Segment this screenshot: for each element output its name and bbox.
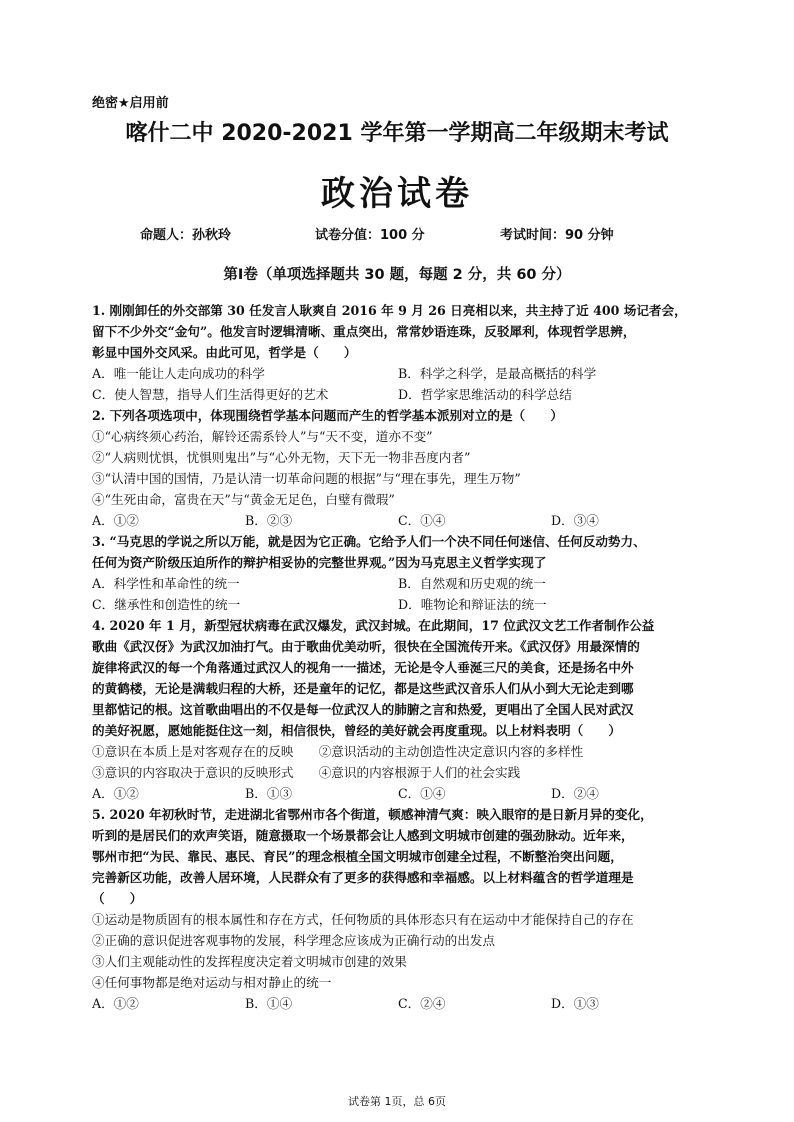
statement-line: ③人们主观能动性的发挥程度决定着文明城市创建的效果 (92, 954, 407, 969)
confidential-label: 绝密★启用前 (92, 96, 169, 111)
option-row (92, 993, 704, 1014)
answer-option-d[interactable]: D．①③ (551, 996, 599, 1011)
question-stem-line: 2. 下列各项选项中，体现围绕哲学基本问题而产生的哲学基本派别对立的是（ ） (92, 408, 563, 423)
question-stem-line: 的美好祝愿，愿她能挺住这一刻，相信很快，曾经的美好就会再度重现。以上材料表明（ ） (92, 723, 621, 738)
question-list (92, 300, 704, 1014)
answer-option-a[interactable]: A．①② (92, 786, 139, 801)
statement-line: ①运动是物质固有的根本属性和存在方式，任何物质的具体形态只有在运动中才能保持自己的存在 (92, 912, 634, 927)
option-row (92, 594, 704, 615)
question-stem-line: 4. 2020 年 1 月，新型冠状病毒在武汉爆发，武汉封城。在此期间，17 位武汉文艺工作者制作公益 (92, 618, 655, 633)
question-stem-line: 彰显中国外交风采。由此可见，哲学是（ ） (92, 345, 357, 360)
answer-option-b[interactable]: B．①④ (245, 996, 293, 1011)
option-row (92, 363, 704, 384)
answer-option-b[interactable]: B．②③ (245, 513, 293, 528)
question-3 (92, 531, 704, 615)
answer-option-d[interactable]: D．哲学家思维活动的科学总结 (398, 387, 572, 402)
time-label: 考试时间：90 分钟 (500, 228, 614, 243)
school-title: 喀什二中 2020-2021 学年第一学期高二年级期末考试 (125, 121, 669, 146)
question-stem-line: 歌曲《武汉伢》为武汉加油打气。由于歌曲优美动听，很快在全国流传开来。《武汉伢》用最深情的 (92, 639, 640, 654)
answer-option-d[interactable]: D．②④ (551, 786, 599, 801)
option-row (92, 510, 704, 531)
answer-option-a[interactable]: A．①② (92, 513, 139, 528)
question-1 (92, 300, 704, 405)
statement-line: ①“心病终须心药治，解铃还需系铃人”与“天不变，道亦不变” (92, 429, 433, 444)
answer-option-c[interactable]: C．①④ (398, 513, 446, 528)
answer-option-a[interactable]: A．①② (92, 996, 139, 1011)
question-stem-line: 听到的是居民们的欢声笑语，随意摄取一个场景都会让人感到文明城市创建的强劲脉动。近年来， (92, 828, 634, 843)
answer-option-a[interactable]: A．科学性和革命性的统一 (92, 576, 240, 591)
answer-option-c[interactable]: C．使人智慧，指导人们生活得更好的艺术 (92, 387, 329, 402)
answer-option-b[interactable]: B．科学之科学，是最高概括的科学 (398, 366, 597, 381)
author-label: 命题人：孙秋玲 (140, 228, 232, 243)
option-row (92, 573, 704, 594)
statement-line: ④“生死由命，富贵在天”与“黄金无足色，白璧有微瑕” (92, 492, 395, 507)
answer-option-b[interactable]: B．自然观和历史观的统一 (398, 576, 546, 591)
question-stem-line: （ ） (92, 891, 143, 906)
question-stem-line: 5. 2020 年初秋时节，走进湖北省鄂州市各个街道，顿感神清气爽：映入眼帘的是日新月异的变化， (92, 807, 653, 822)
option-row (92, 783, 704, 804)
question-4 (92, 615, 704, 804)
answer-option-c[interactable]: C．继承性和创造性的统一 (92, 597, 241, 612)
answer-option-c[interactable]: C．①④ (398, 786, 446, 801)
page-footer: 试卷第 1页，总 6页 (348, 1095, 446, 1108)
question-stem-line: 3. “马克思的学说之所以万能，就是因为它正确。它给予人们一个决不同任何迷信、任何反动势力、 (92, 534, 646, 549)
question-5 (92, 804, 704, 1014)
question-stem-line: 里都惦记的根。这首歌曲唱出的不仅是每一位武汉人的肺腑之言和热爱，更唱出了全国人民对武汉 (92, 702, 634, 717)
section-heading: 第Ⅰ卷（单项选择题共 30 题，每题 2 分，共 60 分） (223, 267, 571, 283)
statement-line: ①意识在本质上是对客观存在的反映 ②意识活动的主动创造性决定意识内容的多样性 (92, 744, 584, 759)
answer-option-c[interactable]: C．②④ (398, 996, 446, 1011)
subject-title: 政治试卷 (321, 174, 473, 214)
question-stem-line: 的黄鹤楼，无论是满载归程的大桥，还是童年的记忆，都是这些武汉音乐人们从小到大无论走到哪 (92, 681, 634, 696)
question-stem-line: 留下不少外交“金句”。他发言时逻辑清晰、重点突出，常常妙语连珠，反驳犀利，体现哲学思辨， (92, 324, 636, 339)
statement-line: ②“人病则忧惧，忧惧则鬼出”与“心外无物，天下无一物非吾度内者” (92, 450, 471, 465)
question-2 (92, 405, 704, 531)
option-row (92, 384, 704, 405)
answer-option-b[interactable]: B．①③ (245, 786, 293, 801)
question-stem-line: 旋律将武汉的每一个角落通过武汉人的视角一一描述，无论是令人垂涎三尺的美食，还是扬名中外 (92, 660, 634, 675)
score-label: 试卷分值：100 分 (315, 228, 425, 243)
statement-line: ③“认清中国的国情，乃是认清一切革命问题的根据”与“理在事先，理生万物” (92, 471, 521, 486)
statement-line: ③意识的内容取决于意识的反映形式 ④意识的内容根源于人们的社会实践 (92, 765, 521, 780)
question-stem-line: 鄂州市把“为民、靠民、惠民、育民”的理念根植全国文明城市创建全过程，不断整治突出问题， (92, 849, 623, 864)
question-stem-line: 完善新区功能，改善人居环境，人民群众有了更多的获得感和幸福感。以上材料蕴含的哲学道理是 (92, 870, 634, 885)
question-stem-line: 任何为资产阶级压迫所作的辩护相妥协的完整世界观。”因为马克思主义哲学实现了 (92, 555, 547, 570)
question-stem-line: 1. 刚刚卸任的外交部第 30 任发言人耿爽自 2016 年 9 月 26 日亮相以来，共主持了近 400 场记者会， (92, 303, 687, 318)
answer-option-d[interactable]: D．③④ (551, 513, 599, 528)
statement-line: ②正确的意识促进客观事物的发展，科学理念应该成为正确行动的出发点 (92, 933, 495, 948)
answer-option-d[interactable]: D．唯物论和辩证法的统一 (398, 597, 547, 612)
statement-line: ④任何事物都是绝对运动与相对静止的统一 (92, 975, 332, 990)
answer-option-a[interactable]: A．唯一能让人走向成功的科学 (92, 366, 265, 381)
